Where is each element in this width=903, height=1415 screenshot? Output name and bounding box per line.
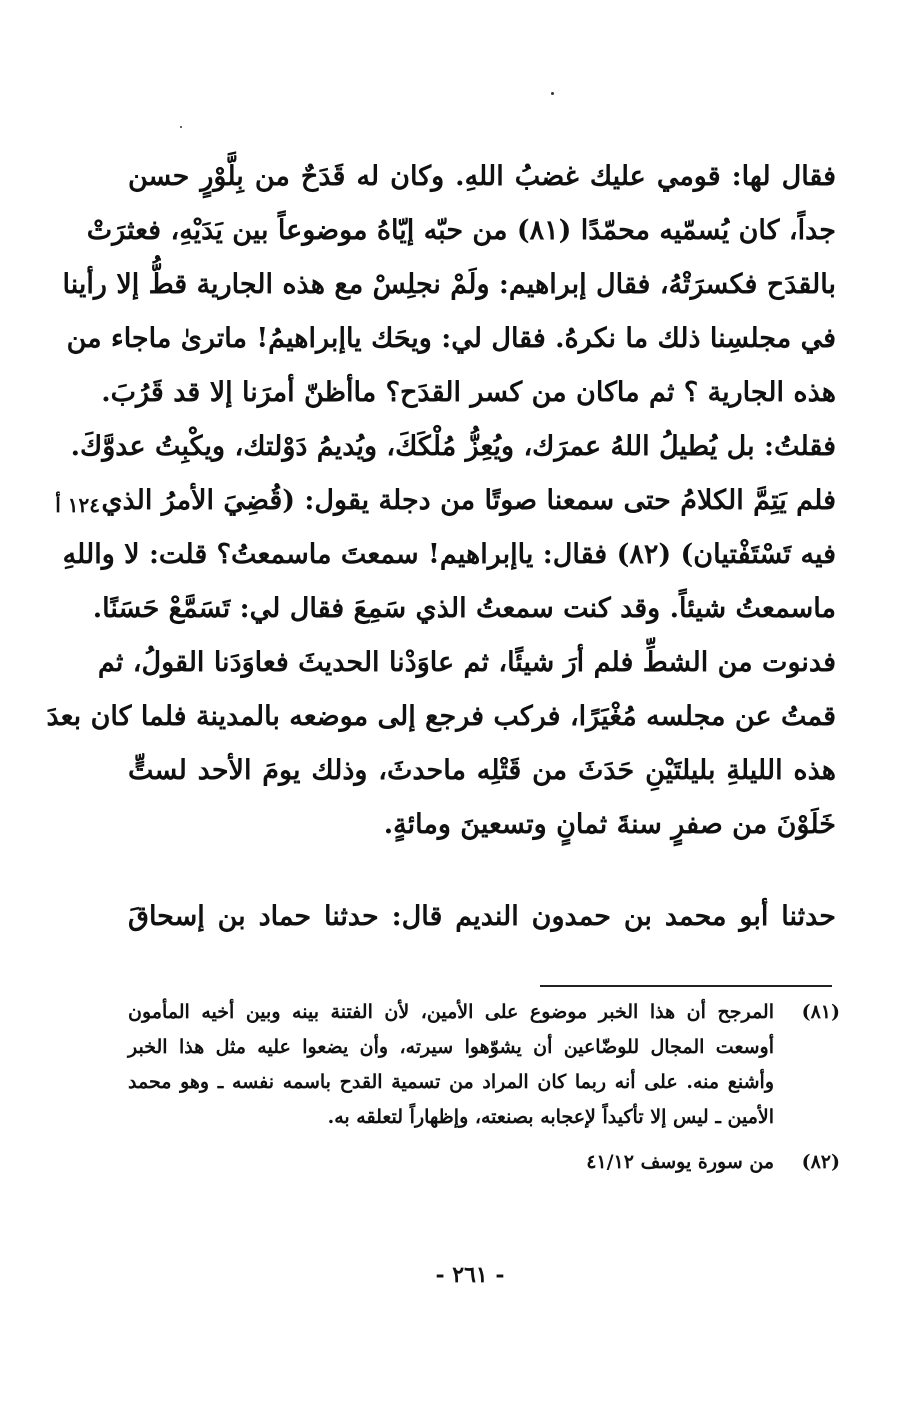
text-line: هذه الجارية ؟ ثم ماكان من كسر القدَح؟ ماأظنّ أمرَنا إلا قد قَرُبَ. (101, 377, 836, 408)
text-line: ماسمعتُ شيئاً. وقد كنت سمعتُ الذي سَمِعَ فقال لي: تَسَمَّعْ حَسَنًا. (92, 593, 836, 624)
next-paragraph: حدثنا أبو محمد بن حمدون النديم قال: حدثنا حماد بن إسحاقَ (128, 901, 836, 932)
footnotes (128, 995, 840, 1190)
text-line: فلم يَتِمَّ الكلامُ حتى سمعنا صوتًا من دجلة يقول: (قُضِيَ الأمرُ الذي (101, 485, 836, 516)
text-line: فقال لها: قومي عليك غضبُ اللهِ. وكان له قَدَحٌ من بِلَّوْرٍ حسن (128, 161, 836, 192)
text-line: خَلَوْنَ من صفرٍ سنةَ ثمانٍ وتسعينَ ومائةٍ. (383, 809, 836, 840)
text-line: فدنوت من الشطِّ فلم أرَ شيئًا، ثم عاوَدْنا الحديثَ فعاوَدَنا القولُ، ثم (97, 647, 836, 678)
footnote-line: من سورة يوسف ٤١/١٢ (586, 1151, 774, 1173)
footnote-body (128, 1145, 784, 1180)
text-line: فيه تَسْتَفْتيان) (٨٢) فقال: ياإبراهيم! سمعتَ ماسمعتُ؟ قلت: لا واللهِ (62, 539, 836, 570)
text-line: هذه الليلةِ بليلتَيْنِ حَدَثَ من قَتْلِه ماحدثَ، وذلك يومَ الأحد لستٍّ (128, 755, 836, 786)
text-line: جداً، كان يُسمّيه محمّدًا (٨١) من حبّه إيّاهُ موضوعاً بين يَدَيْهِ، فعثرَتْ (86, 215, 836, 246)
footnote-line: وأشنع منه. على أنه ربما كان المراد من تسمية القدح باسمه نفسه ـ وهو محمد (128, 1071, 774, 1093)
footnote-number: (٨٢) (801, 1151, 840, 1173)
margin-folio-note: ١٢٤ أ (55, 493, 100, 517)
scan-speck (180, 126, 182, 128)
page-number: - ٢٦١ - (435, 1262, 505, 1288)
footnote (128, 1145, 840, 1180)
footnote-body (128, 995, 784, 1135)
footnote-line: أوسعت المجال للوضّاعين أن يشوّهوا سيرته، وأن يضعوا عليه مثل هذا الخبر (128, 1036, 774, 1058)
footnote-line: الأمين ـ ليس إلا تأكيداً لإعجابه بصنعته، وإظهاراً لتعلقه به. (327, 1106, 774, 1128)
footnote-number: (٨١) (801, 1001, 840, 1023)
text-line: فقلتُ: بل يُطيلُ اللهُ عمرَك، ويُعِزُّ مُلْكَكَ، ويُديمُ دَوْلتك، ويكْبِتُ عدوَّكَ. (70, 431, 836, 462)
text-line: في مجلسِنا ذلك ما نكرهُ. فقال لي: ويحَك ياإبراهيمُ! ماترىٰ ماجاء من (66, 323, 836, 354)
scan-speck (551, 92, 554, 95)
footnote (128, 995, 840, 1135)
text-line: قمتُ عن مجلسه مُغْيَرًا، فركب فرجع إلى موضعه بالمدينة فلما كان بعدَ (46, 701, 836, 732)
footnote-separator (540, 985, 832, 987)
text-line: بالقدَح فكسرَتْهُ، فقال إبراهيم: ولَمْ نجلِسْ مع هذه الجارية قطُّ إلا رأينا (62, 269, 836, 300)
footnote-line: المرجح أن هذا الخبر موضوع على الأمين، لأن الفتنة بينه وبين أخيه المأمون (128, 1001, 774, 1023)
